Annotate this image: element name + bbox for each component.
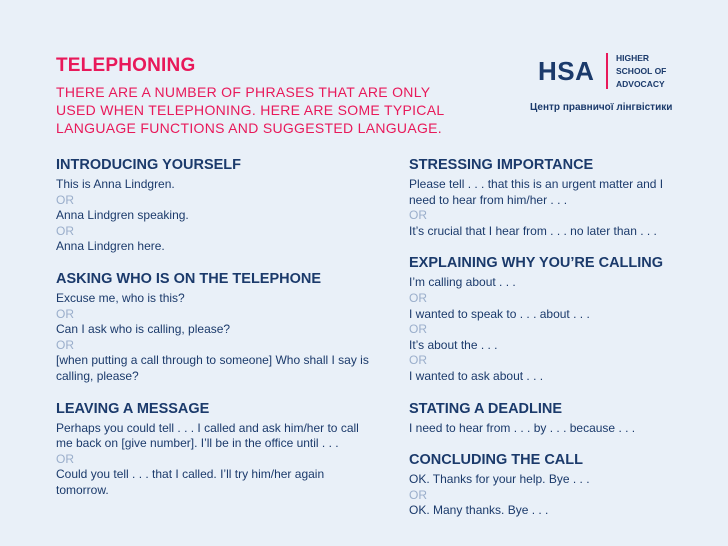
or-separator: OR xyxy=(56,306,74,321)
section-heading: ASKING WHO IS ON THE TELEPHONE xyxy=(56,270,322,287)
section-heading: STATING A DEADLINE xyxy=(409,400,563,417)
section-heading: EXPLAINING WHY YOU’RE CALLING xyxy=(409,255,664,272)
phrase: I’m calling about . . . xyxy=(409,275,516,290)
section-introducing-yourself xyxy=(56,157,376,255)
phrase: Can I ask who is calling, please? xyxy=(56,322,231,337)
section-concluding-the-call xyxy=(409,452,679,519)
or-separator: OR xyxy=(56,337,74,352)
phrase: OK. Many thanks. Bye . . . xyxy=(409,503,549,518)
left-column xyxy=(56,157,376,515)
phrase: Could you tell . . . that I called. I’ll try him/her again tomorrow. xyxy=(56,467,325,497)
hsa-logo xyxy=(530,52,688,114)
phrase: OK. Thanks for your help. Bye . . . xyxy=(409,472,590,487)
or-separator: OR xyxy=(409,290,427,305)
section-heading: INTRODUCING YOURSELF xyxy=(56,157,242,173)
section-leaving-a-message xyxy=(56,401,376,499)
or-separator: OR xyxy=(409,322,427,337)
logo-name-line: HIGHER xyxy=(616,53,650,63)
phrase: Please tell . . . that this is an urgent matter and I need to hear from him/her . . . xyxy=(409,177,664,207)
intro-line: USED WHEN TELEPHONING. HERE ARE SOME TYPICAL xyxy=(56,102,445,118)
intro-line: THERE ARE A NUMBER OF PHRASES THAT ARE ONLY xyxy=(56,84,431,100)
or-separator: OR xyxy=(56,223,74,238)
logo-name xyxy=(616,52,666,91)
phrase: It’s crucial that I hear from . . . no later than . . . xyxy=(409,223,657,238)
or-separator: OR xyxy=(409,208,427,223)
logo-divider xyxy=(606,53,608,89)
page-title: TELEPHONING xyxy=(56,55,196,76)
phrase: Perhaps you could tell . . . I called and ask him/her to call me back on [give number]. I’ll be in the office until . . . xyxy=(56,420,359,451)
logo-name-line: ADVOCACY xyxy=(616,79,665,89)
intro-text xyxy=(56,83,476,137)
intro-line: LANGUAGE FUNCTIONS AND SUGGESTED LANGUAGE. xyxy=(56,120,442,136)
phrase: Excuse me, who is this? xyxy=(56,290,185,305)
logo-abbr: HSA xyxy=(538,56,595,86)
logo-subtitle: Центр правничої лінгвістики xyxy=(530,102,673,113)
or-separator: OR xyxy=(409,353,427,368)
section-asking-who-is-on-the-telephone xyxy=(56,271,376,385)
phrase: I need to hear from . . . by . . . because . . . xyxy=(409,420,636,435)
section-stressing-importance xyxy=(409,157,679,239)
phrase: I wanted to speak to . . . about . . . xyxy=(409,306,590,321)
logo-name-line: SCHOOL OF xyxy=(616,66,667,76)
phrase: I wanted to ask about . . . xyxy=(409,368,544,383)
or-separator: OR xyxy=(56,192,74,207)
section-heading: LEAVING A MESSAGE xyxy=(56,400,210,417)
phrase: This is Anna Lindgren. xyxy=(56,177,175,191)
phrase: Anna Lindgren speaking. xyxy=(56,208,189,223)
right-column xyxy=(409,157,679,535)
section-heading: STRESSING IMPORTANCE xyxy=(409,157,594,173)
section-heading: CONCLUDING THE CALL xyxy=(409,452,583,469)
or-separator: OR xyxy=(409,487,427,502)
phrase: [when putting a call through to someone] Who shall I say is calling, please? xyxy=(56,353,369,383)
phrase: It’s about the . . . xyxy=(409,337,498,352)
section-stating-a-deadline xyxy=(409,401,679,437)
section-explaining-why-you-re-calling xyxy=(409,255,679,384)
or-separator: OR xyxy=(56,451,74,466)
phrase: Anna Lindgren here. xyxy=(56,239,165,254)
